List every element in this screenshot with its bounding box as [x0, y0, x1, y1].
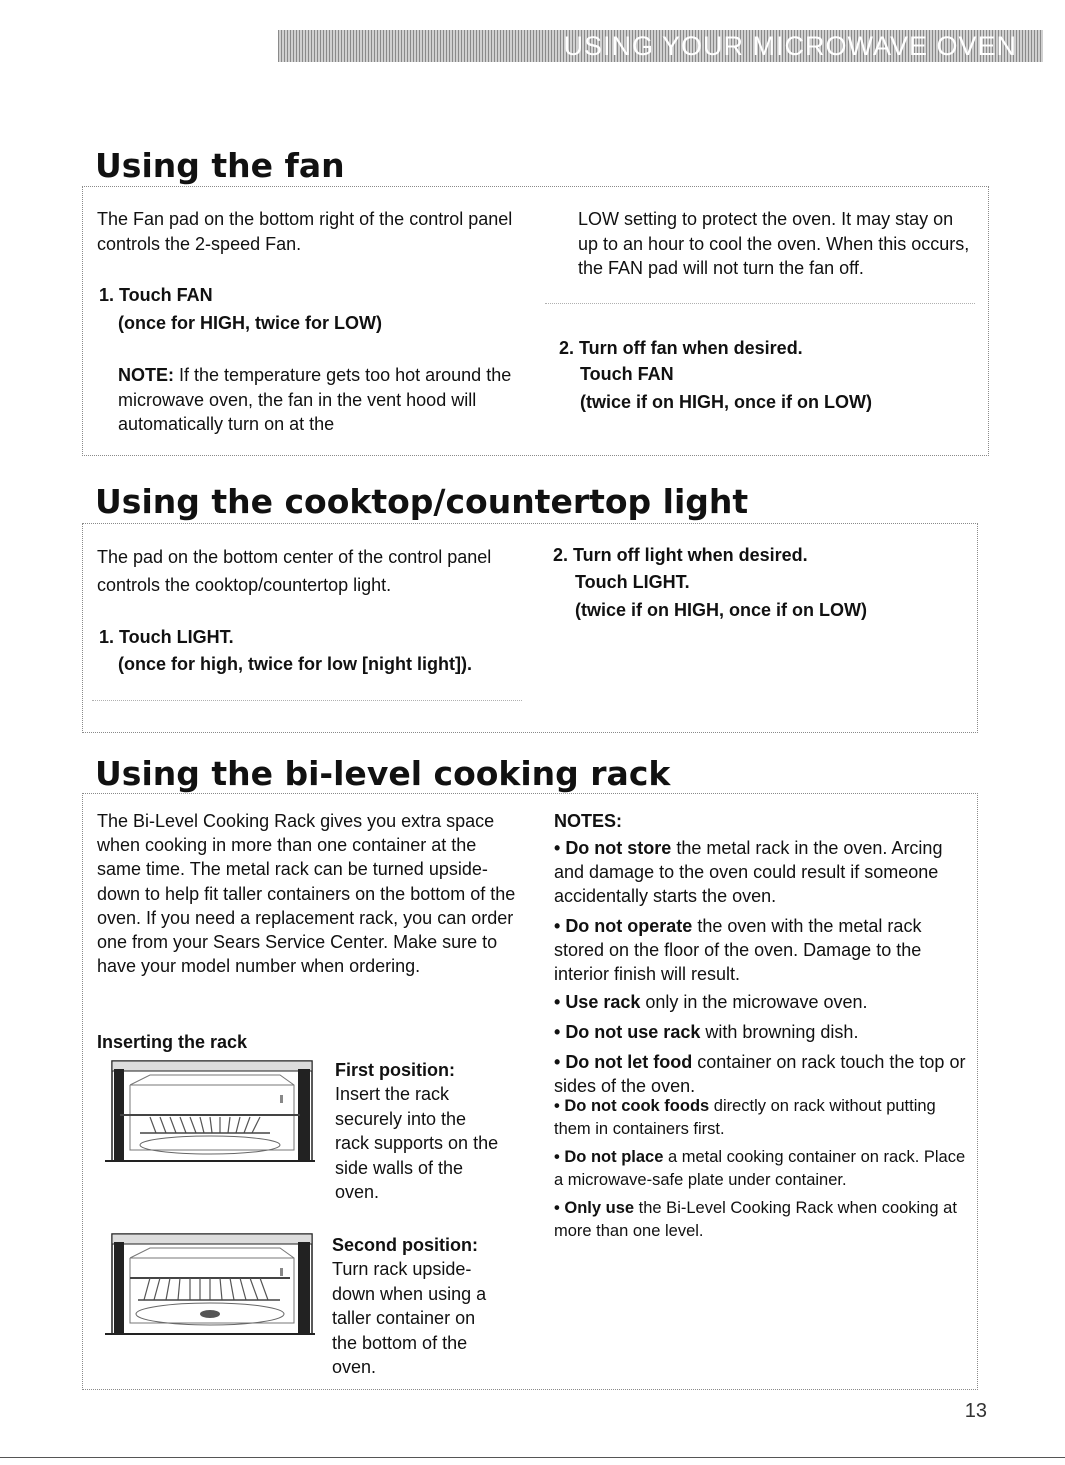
rack-intro: The Bi-Level Cooking Rack gives you extra space when cooking in more than one container at the same time. The metal rack can be turned upside-down to help fit taller containers on the bottom of the oven. If you need a replacement rack, you can order one from your Sears Service Center. Make sure to have your model number when ordering.: [97, 811, 516, 977]
fan-note: [118, 363, 518, 437]
fan-note-text: If the temperature gets too hot around the microwave oven, the fan in the vent hood will automatically turn on at the: [118, 365, 512, 434]
rack-note-item: • Do not operate the oven with the metal rack stored on the floor of the oven. Damage to the interior finish will result.: [554, 916, 922, 984]
rack-first-position-illustration: [100, 1055, 320, 1173]
rack-note-item: • Do not store the metal rack in the oven. Arcing and damage to the oven could result if someone accidentally starts the oven.: [554, 838, 943, 906]
header-banner: [278, 30, 1043, 62]
light-intro: The pad on the bottom center of the control panel controls the cooktop/countertop light.: [97, 547, 492, 595]
first-position-title: First position:: [335, 1060, 455, 1080]
rack-note-item: • Do not cook foods directly on rack without putting them in containers first.: [554, 1097, 936, 1138]
fan-divider: [545, 303, 975, 304]
fan-step1-sub: (once for HIGH, twice for LOW): [118, 313, 382, 333]
inserting-rack-title: Inserting the rack: [97, 1032, 248, 1052]
fan-step2-line2: Touch FAN: [580, 364, 674, 384]
rack-note-item: • Use rack only in the microwave oven.: [554, 992, 868, 1012]
light-step1-title: 1. Touch LIGHT.: [99, 627, 234, 647]
fan-heading: Using the fan: [95, 146, 345, 185]
banner-title: USING YOUR MICROWAVE OVEN: [563, 31, 1017, 61]
rack-note-item: • Do not let food container on rack touch the top or sides of the oven.: [554, 1052, 966, 1096]
fan-note-label: NOTE:: [118, 365, 174, 385]
first-position-text: Insert the rack securely into the rack supports on the side walls of the oven.: [335, 1084, 499, 1203]
fan-step2-title: 2. Turn off fan when desired.: [559, 338, 803, 358]
light-heading: Using the cooktop/countertop light: [95, 482, 749, 521]
fan-intro: The Fan pad on the bottom right of the control panel controls the 2-speed Fan.: [97, 209, 513, 254]
second-position-title: Second position:: [332, 1235, 478, 1255]
page-number: 13: [964, 1400, 987, 1422]
bottom-divider: [0, 1457, 1065, 1458]
fan-step2-sub: (twice if on HIGH, once if on LOW): [580, 392, 872, 412]
rack-note-item: • Do not use rack with browning dish.: [554, 1022, 859, 1042]
rack-second-position-illustration: [100, 1228, 320, 1346]
fan-note-continued: LOW setting to protect the oven. It may stay on up to an hour to cool the oven. When this occurs, the FAN pad will not turn the fan off.: [578, 209, 970, 278]
light-step2-sub: (twice if on HIGH, once if on LOW): [575, 600, 867, 620]
light-divider: [92, 700, 522, 701]
light-step1-sub: (once for high, twice for low [night light]).: [118, 654, 472, 674]
light-step2-title: 2. Turn off light when desired.: [553, 545, 808, 565]
fan-step1-title: 1. Touch FAN: [99, 285, 213, 305]
second-position-text: Turn rack upside-down when using a taller container on the bottom of the oven.: [332, 1259, 487, 1378]
rack-note-item: • Do not place a metal cooking container on rack. Place a microwave-safe plate under container.: [554, 1148, 966, 1189]
light-step2-line2: Touch LIGHT.: [575, 572, 690, 592]
rack-note-item: • Only use the Bi-Level Cooking Rack when cooking at more than one level.: [554, 1199, 957, 1240]
rack-notes-label: NOTES:: [554, 811, 623, 831]
rack-heading: Using the bi-level cooking rack: [95, 754, 671, 793]
